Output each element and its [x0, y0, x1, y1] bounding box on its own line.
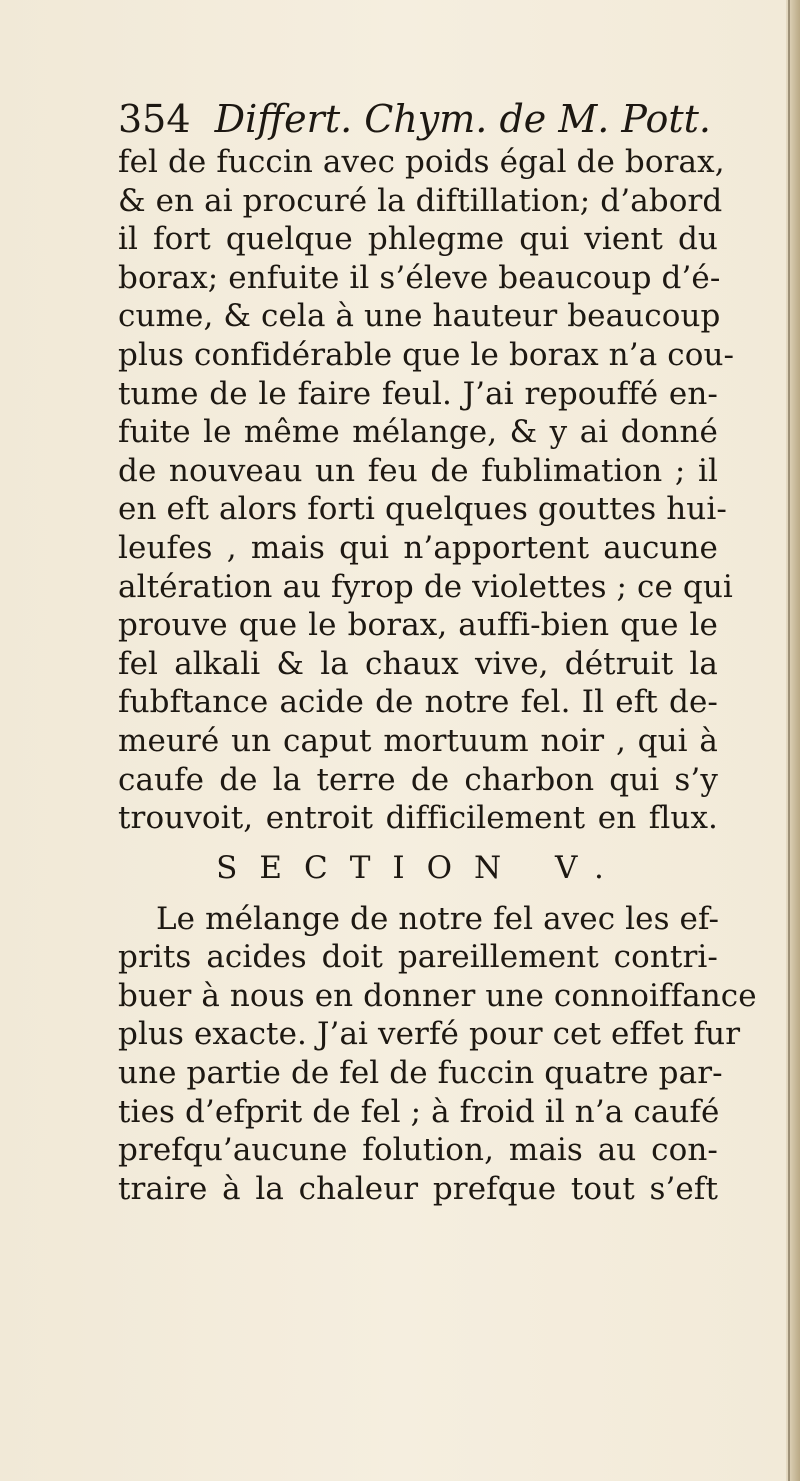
text-line: prouve que le borax, auffi-bien que le — [118, 607, 718, 644]
page-number: 354 — [118, 97, 191, 141]
text-line: traire à la chaleur prefque tout s’eft — [118, 1170, 718, 1207]
text-line: Le mélange de notre fel avec les ef- — [156, 900, 720, 937]
text-line: & en ai procuré la diftillation; d’abord — [118, 182, 723, 219]
text-line: il fort quelque phlegme qui vient du — [118, 221, 718, 258]
text-line: plus exacte. J’ai verfé pour cet effet fur — [118, 1016, 741, 1053]
text-line: fel de fuccin avec poids égal de borax, — [118, 144, 725, 180]
text-line: caufe de la terre de charbon qui s’y — [118, 761, 718, 798]
text-line: fubftance acide de notre fel. Il eft de- — [118, 684, 718, 721]
text-line: altération au fyrop de violettes ; ce qui — [118, 568, 733, 605]
paragraph-2 — [118, 900, 757, 1209]
text-line: en eft alors forti quelques gouttes hui- — [118, 491, 727, 528]
text-line: fuite le même mélange, & y ai donné — [118, 414, 718, 451]
text-line: fel alkali & la chaux vive, détruit la — [118, 645, 718, 682]
text-line: prits acides doit pareillement contri- — [118, 939, 718, 976]
section-heading: SECTION V. — [216, 849, 626, 886]
text-line: cume, & cela à une hauteur beaucoup — [118, 298, 721, 335]
text-line: trouvoit, entroit difficilement en flux. — [118, 800, 718, 837]
text-line: de nouveau un feu de fublimation ; il — [118, 452, 718, 489]
page-text — [118, 95, 757, 1208]
text-line: borax; enfuite il s’éleve beaucoup d’é- — [118, 259, 721, 296]
text-line: prefqu’aucune folution, mais au con- — [118, 1132, 718, 1169]
paragraph-1 — [118, 143, 735, 838]
text-line: une partie de fel de fuccin quatre par- — [118, 1055, 723, 1092]
running-header — [118, 95, 718, 143]
text-line: plus confidérable que le borax n’a cou- — [118, 336, 735, 373]
text-line: tume de le faire feul. J’ai repouffé en- — [118, 375, 718, 412]
text-line: meuré un caput mortuum noir , qui à — [118, 722, 718, 759]
text-line: leufes , mais qui n’apportent aucune — [118, 529, 718, 566]
text-line: buer à nous en donner une connoiffance — [118, 977, 757, 1014]
text-line: ties d’efprit de fel ; à froid il n’a caufé — [118, 1093, 720, 1130]
page-edge-line — [788, 0, 790, 1481]
running-title: Differt. Chym. de M. Pott. — [214, 97, 711, 141]
